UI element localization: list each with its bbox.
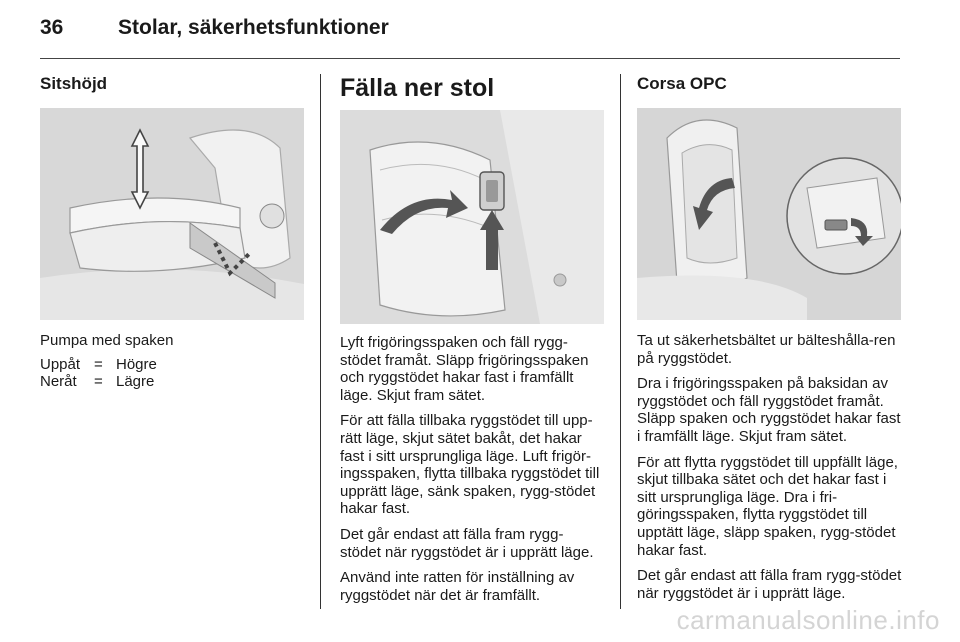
mapping-value: Högre	[116, 355, 157, 373]
list-item	[40, 373, 304, 391]
lever-mapping-list	[40, 356, 304, 391]
section-heading: Fälla ner stol	[340, 74, 495, 102]
mapping-equals: =	[94, 373, 103, 391]
header-divider	[40, 58, 900, 59]
section-heading: Sitshöjd	[40, 74, 108, 93]
section-corsa-opc	[637, 74, 903, 94]
mapping-key: Uppåt	[40, 355, 81, 373]
corsa-opc-seat-illustration	[637, 108, 901, 320]
mapping-equals: =	[94, 355, 103, 373]
paragraph: Använd inte ratten för inställning av ryggstödet när det är framfällt.	[340, 569, 575, 604]
corsa-opc-text	[637, 332, 903, 610]
seat-height-illustration	[40, 108, 304, 320]
section-heading: Corsa OPC	[637, 74, 727, 93]
section-fold-down-seat	[340, 74, 604, 103]
column-divider	[620, 74, 621, 609]
paragraph: För att fälla tillbaka ryggstödet till upp-rätt läge, skjut sätet bakåt, det hakar fast i sitt ursprungliga läge. Luft frigör-ingsspaken, flytta tillbaka ryggstödet till upprätt läge, sänk spaken, rygg-stödet hakar fast.	[340, 412, 600, 518]
mapping-value: Lägre	[116, 373, 155, 391]
list-item	[40, 356, 304, 374]
paragraph: Dra i frigöringsspaken på baksidan av ryggstödet och fäll ryggstödet framåt. Släpp spaken och ryggstödet hakar fast i framfällt läge. Skjut fram sätet.	[637, 375, 901, 445]
fold-seat-text	[340, 334, 604, 612]
section-seat-height	[40, 74, 304, 94]
paragraph: Det går endast att fälla fram rygg-stödet när ryggstödet är i upprätt läge.	[340, 525, 594, 561]
mapping-key: Neråt	[40, 373, 77, 391]
page-header	[40, 16, 900, 48]
paragraph: Ta ut säkerhetsbältet ur bälteshålla-ren på ryggstödet.	[637, 332, 896, 367]
instruction-caption: Pumpa med spaken	[40, 332, 174, 349]
fold-seat-illustration	[340, 110, 604, 324]
page-number: 36	[40, 16, 64, 39]
chapter-title: Stolar, säkerhetsfunktioner	[118, 16, 389, 39]
paragraph: Det går endast att fälla fram rygg-stödet när ryggstödet är i upprätt läge.	[637, 567, 902, 602]
paragraph: För att flytta ryggstödet till uppfällt läge, skjut tillbaka sätet och det hakar fast i sitt ursprungliga läge. Dra i fri-göringsspaken, flytta ryggstödet till upptätt läge, släpp spaken, rygg-stödet hakar fast.	[637, 453, 898, 559]
column-divider	[320, 74, 321, 609]
paragraph: Lyft frigöringsspaken och fäll rygg-stödet framåt. Släpp frigöringsspaken och ryggstödet hakar fast i framfällt läge. Skjut fram sätet.	[340, 334, 589, 404]
watermark: carmanualsonline.info	[676, 605, 940, 635]
